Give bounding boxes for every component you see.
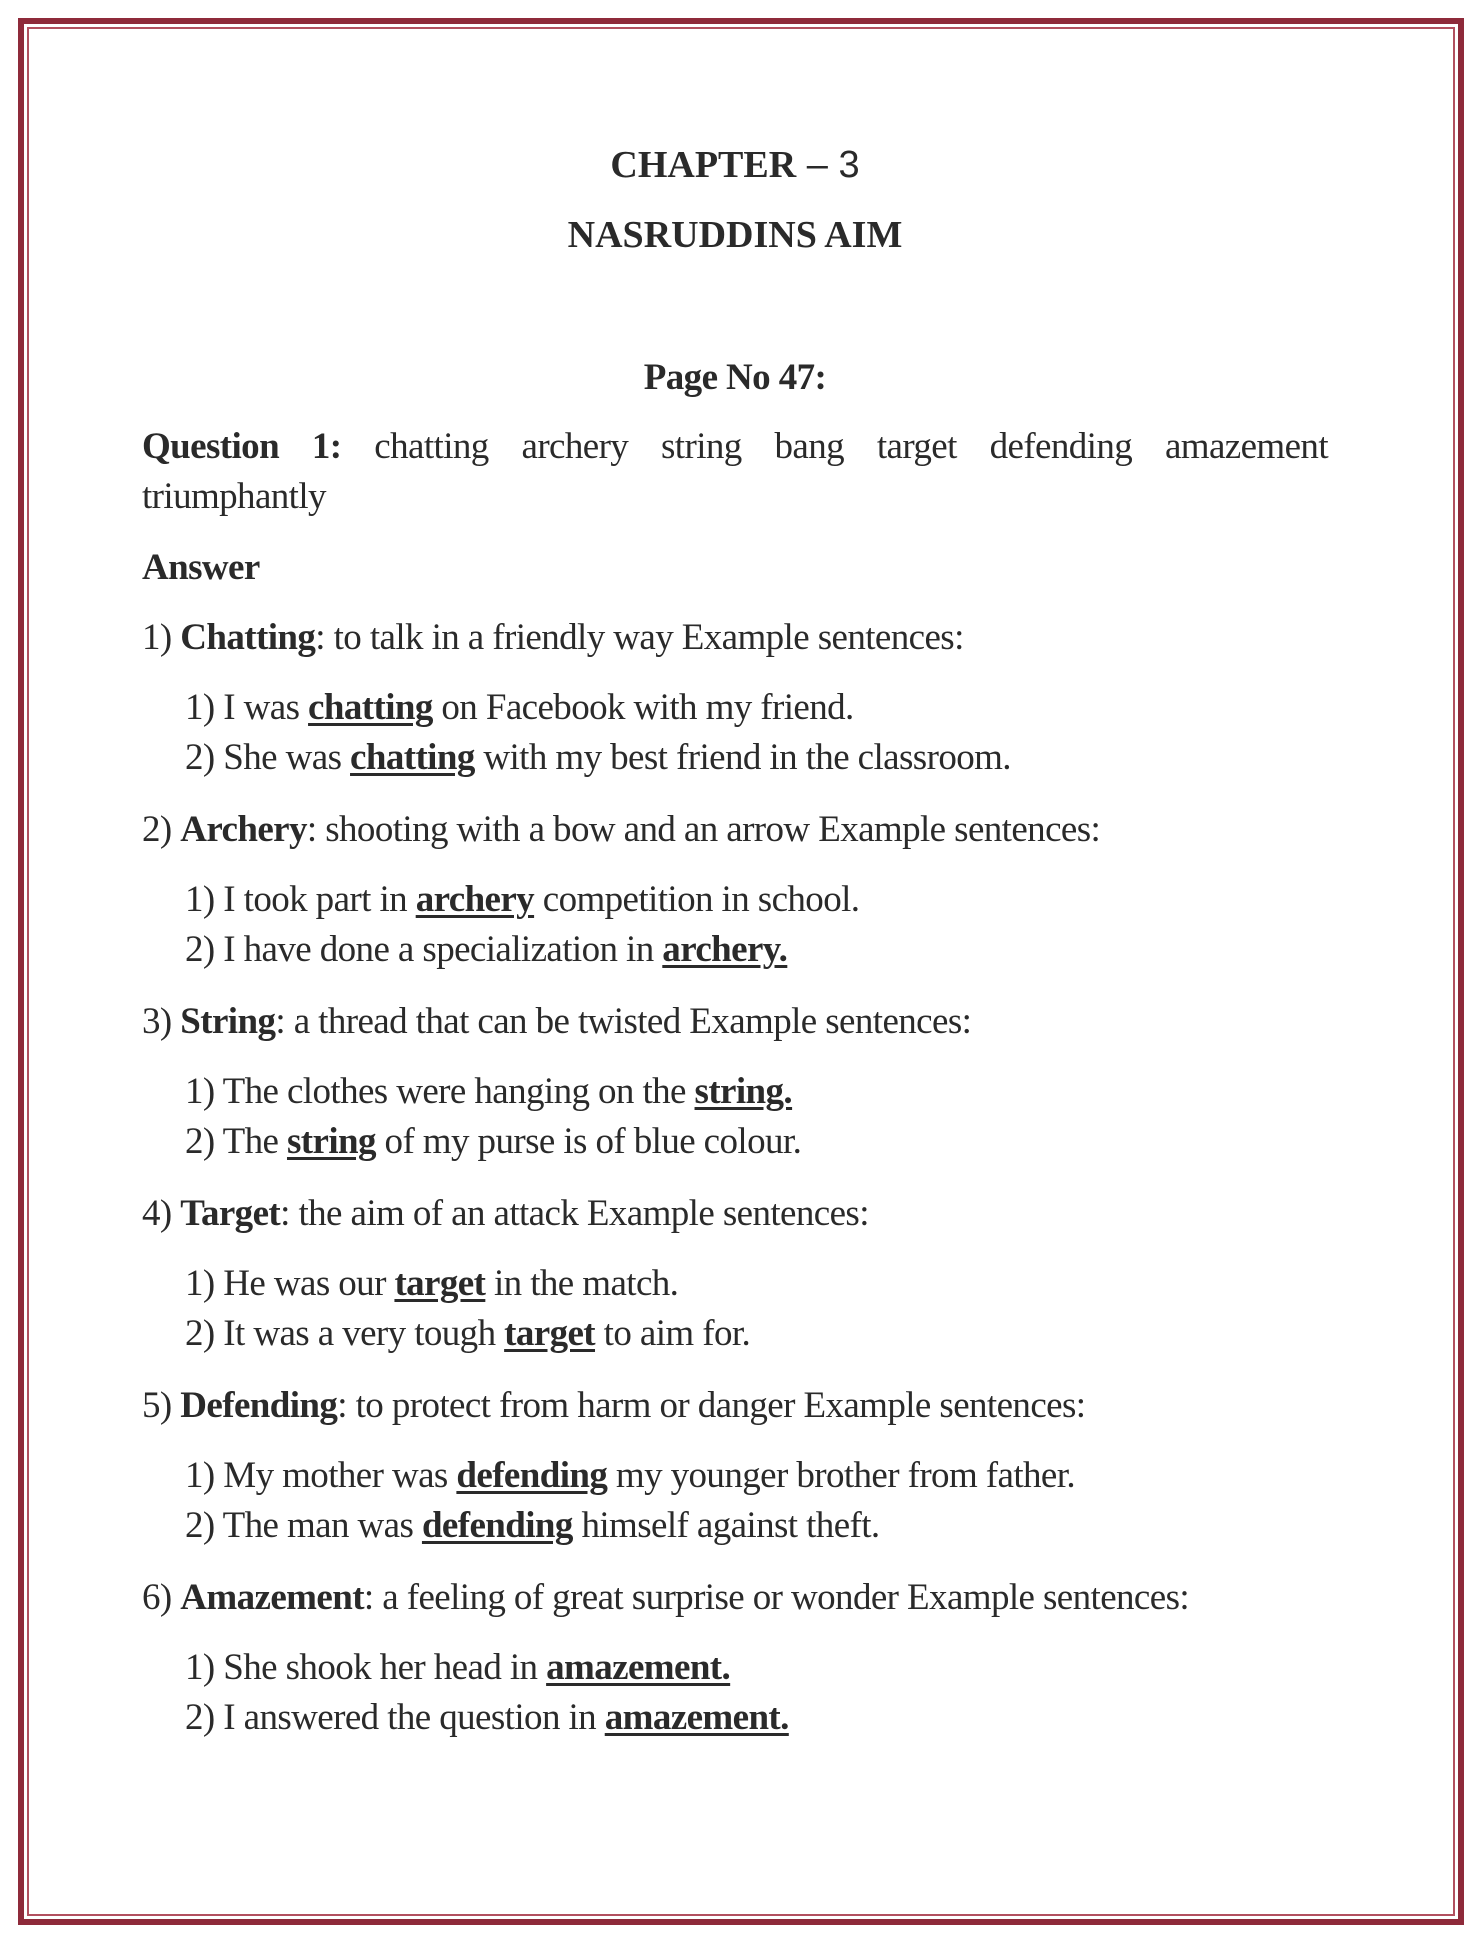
example-text: The man was xyxy=(222,1505,422,1546)
example-sentence xyxy=(185,878,859,922)
entry-definition: : to talk in a friendly way Example sentences: xyxy=(315,617,964,658)
entry-number: 2) xyxy=(142,809,181,850)
example-keyword: amazement. xyxy=(546,1647,731,1688)
example-number: 2) xyxy=(185,737,224,778)
entry-heading xyxy=(142,808,1100,852)
example-sentence xyxy=(185,1262,678,1306)
entry-definition: : a thread that can be twisted Example sentences: xyxy=(275,1001,972,1042)
example-text: my younger brother from father. xyxy=(607,1455,1076,1496)
example-number: 1) xyxy=(185,1455,224,1496)
example-text: She shook her head in xyxy=(223,1647,547,1688)
example-text: She was xyxy=(223,737,351,778)
example-sentence xyxy=(185,1646,730,1690)
entry-definition: : shooting with a bow and an arrow Example sentences: xyxy=(306,809,1101,850)
example-keyword: defending xyxy=(421,1505,573,1546)
entry-word: String xyxy=(180,1001,276,1042)
example-number: 1) xyxy=(185,1263,224,1304)
entry-heading xyxy=(142,616,964,660)
answer-label: Answer xyxy=(142,547,260,588)
example-keyword: archery. xyxy=(662,929,788,970)
question-text: chatting archery string bang target defending amazement xyxy=(341,426,1328,467)
entry-heading xyxy=(142,1192,869,1236)
example-number: 2) xyxy=(185,929,224,970)
chapter-separator: – xyxy=(796,144,839,186)
example-text: He was our xyxy=(223,1263,395,1304)
example-text: The clothes were hanging on the xyxy=(222,1071,695,1112)
example-number: 2) xyxy=(185,1697,224,1738)
example-keyword: chatting xyxy=(308,687,433,728)
entry-number: 6) xyxy=(142,1577,181,1618)
example-keyword: chatting xyxy=(350,737,475,778)
example-text: My mother was xyxy=(223,1455,457,1496)
example-sentence xyxy=(185,1504,880,1548)
entry-heading xyxy=(142,1000,971,1044)
question-label: Question 1: xyxy=(142,426,342,467)
example-text: competition in school. xyxy=(534,879,860,920)
entry-word: Amazement xyxy=(180,1577,364,1618)
entry-word: Target xyxy=(180,1193,281,1234)
entry-number: 5) xyxy=(142,1385,181,1426)
example-text: I took part in xyxy=(223,879,416,920)
example-sentence xyxy=(185,1070,792,1114)
example-keyword: target xyxy=(504,1313,596,1354)
page-reference: Page No 47: xyxy=(643,357,827,398)
chapter-title: NASRUDDINS AIM xyxy=(567,214,903,256)
question-line xyxy=(142,425,1328,469)
example-keyword: string. xyxy=(694,1071,793,1112)
entry-word: Archery xyxy=(180,809,307,850)
example-sentence xyxy=(185,686,854,730)
entry-word: Chatting xyxy=(180,617,316,658)
example-keyword: string xyxy=(286,1121,376,1162)
example-text: The xyxy=(222,1121,287,1162)
example-number: 2) xyxy=(185,1313,224,1354)
example-number: 1) xyxy=(185,879,224,920)
example-sentence xyxy=(185,928,787,972)
entry-definition: : a feeling of great surprise or wonder Example sentences: xyxy=(363,1577,1190,1618)
example-text: with my best friend in the classroom. xyxy=(474,737,1011,778)
example-keyword: amazement. xyxy=(604,1697,789,1738)
chapter-number: 3 xyxy=(838,144,860,186)
example-number: 2) xyxy=(185,1505,223,1546)
entry-heading xyxy=(142,1384,1085,1428)
entry-definition: : to protect from harm or danger Example sentences: xyxy=(337,1385,1086,1426)
example-sentence xyxy=(185,1120,801,1164)
example-keyword: archery xyxy=(415,879,535,920)
example-number: 2) xyxy=(185,1121,223,1162)
example-number: 1) xyxy=(185,1071,223,1112)
entry-heading xyxy=(142,1576,1189,1620)
chapter-label: CHAPTER xyxy=(610,144,797,186)
entry-word: Defending xyxy=(180,1385,338,1426)
question-text-continued: triumphantly xyxy=(142,476,326,517)
entry-number: 3) xyxy=(142,1001,181,1042)
entry-number: 4) xyxy=(142,1193,181,1234)
example-text: I answered the question in xyxy=(223,1697,605,1738)
example-text: himself against theft. xyxy=(572,1505,880,1546)
example-text: on Facebook with my friend. xyxy=(432,687,854,728)
example-number: 1) xyxy=(185,1647,224,1688)
example-text: I have done a specialization in xyxy=(223,929,663,970)
chapter-heading xyxy=(142,143,1328,187)
example-text: in the match. xyxy=(485,1263,679,1304)
example-text: to aim for. xyxy=(595,1313,751,1354)
example-sentence xyxy=(185,736,1011,780)
example-keyword: target xyxy=(394,1263,486,1304)
example-text: of my purse is of blue colour. xyxy=(375,1121,802,1162)
example-sentence xyxy=(185,1312,750,1356)
entry-definition: : the aim of an attack Example sentences: xyxy=(280,1193,869,1234)
example-sentence xyxy=(185,1454,1075,1498)
example-keyword: defending xyxy=(456,1455,608,1496)
example-text: It was a very tough xyxy=(223,1313,505,1354)
example-text: I was xyxy=(223,687,309,728)
example-sentence xyxy=(185,1696,789,1740)
example-number: 1) xyxy=(185,687,224,728)
entry-number: 1) xyxy=(142,617,181,658)
